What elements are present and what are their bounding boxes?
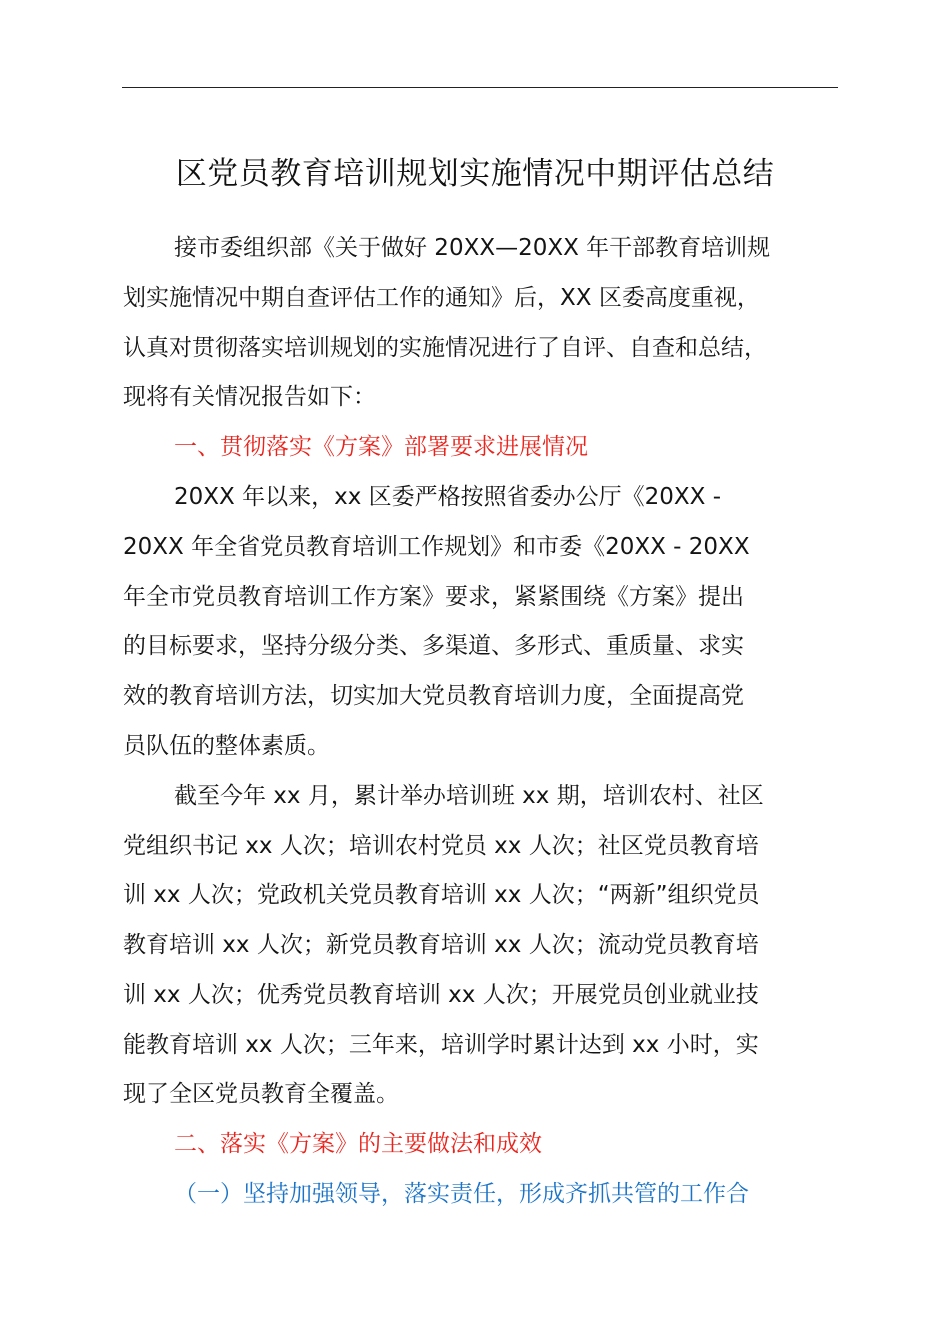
paragraph-line: 20XX 年以来，xx 区委严格按照省委办公厅《20XX - bbox=[174, 484, 722, 510]
paragraph-line: 现将有关情况报告如下： bbox=[123, 384, 376, 410]
paragraph-line: 认真对贯彻落实培训规划的实施情况进行了自评、自查和总结， bbox=[123, 335, 767, 361]
paragraph-line: 年全市党员教育培训工作方案》要求，紧紧围绕《方案》提出 bbox=[123, 584, 744, 610]
paragraph-line: 截至今年 xx 月，累计举办培训班 xx 期，培训农村、社区 bbox=[174, 783, 764, 809]
paragraph-line: 员队伍的整体素质。 bbox=[123, 733, 330, 759]
paragraph-line: 党组织书记 xx 人次；培训农村党员 xx 人次；社区党员教育培 bbox=[123, 833, 759, 859]
paragraph-line: 教育培训 xx 人次；新党员教育培训 xx 人次；流动党员教育培 bbox=[123, 932, 759, 958]
section-heading: 一、贯彻落实《方案》部署要求进展情况 bbox=[174, 434, 588, 460]
subsection-heading: （一）坚持加强领导，落实责任，形成齐抓共管的工作合 bbox=[174, 1181, 749, 1207]
paragraph-line: 20XX 年全省党员教育培训工作规划》和市委《20XX - 20XX bbox=[123, 534, 750, 560]
paragraph-line: 训 xx 人次；优秀党员教育培训 xx 人次；开展党员创业就业技 bbox=[123, 982, 759, 1008]
paragraph-line: 划实施情况中期自查评估工作的通知》后，XX 区委高度重视， bbox=[123, 285, 760, 311]
document-title: 区党员教育培训规划实施情况中期评估总结 bbox=[175, 156, 775, 192]
paragraph-line: 训 xx 人次；党政机关党员教育培训 xx 人次；“两新”组织党员 bbox=[123, 882, 760, 908]
paragraph-line: 现了全区党员教育全覆盖。 bbox=[123, 1081, 399, 1107]
paragraph-line: 能教育培训 xx 人次；三年来，培训学时累计达到 xx 小时，实 bbox=[123, 1032, 759, 1058]
paragraph-line: 效的教育培训方法，切实加大党员教育培训力度，全面提高党 bbox=[123, 683, 744, 709]
section-heading: 二、落实《方案》的主要做法和成效 bbox=[174, 1131, 542, 1157]
header-rule bbox=[122, 87, 838, 88]
paragraph-line: 的目标要求，坚持分级分类、多渠道、多形式、重质量、求实 bbox=[123, 633, 744, 659]
paragraph-line: 接市委组织部《关于做好 20XX—20XX 年干部教育培训规 bbox=[174, 235, 771, 261]
